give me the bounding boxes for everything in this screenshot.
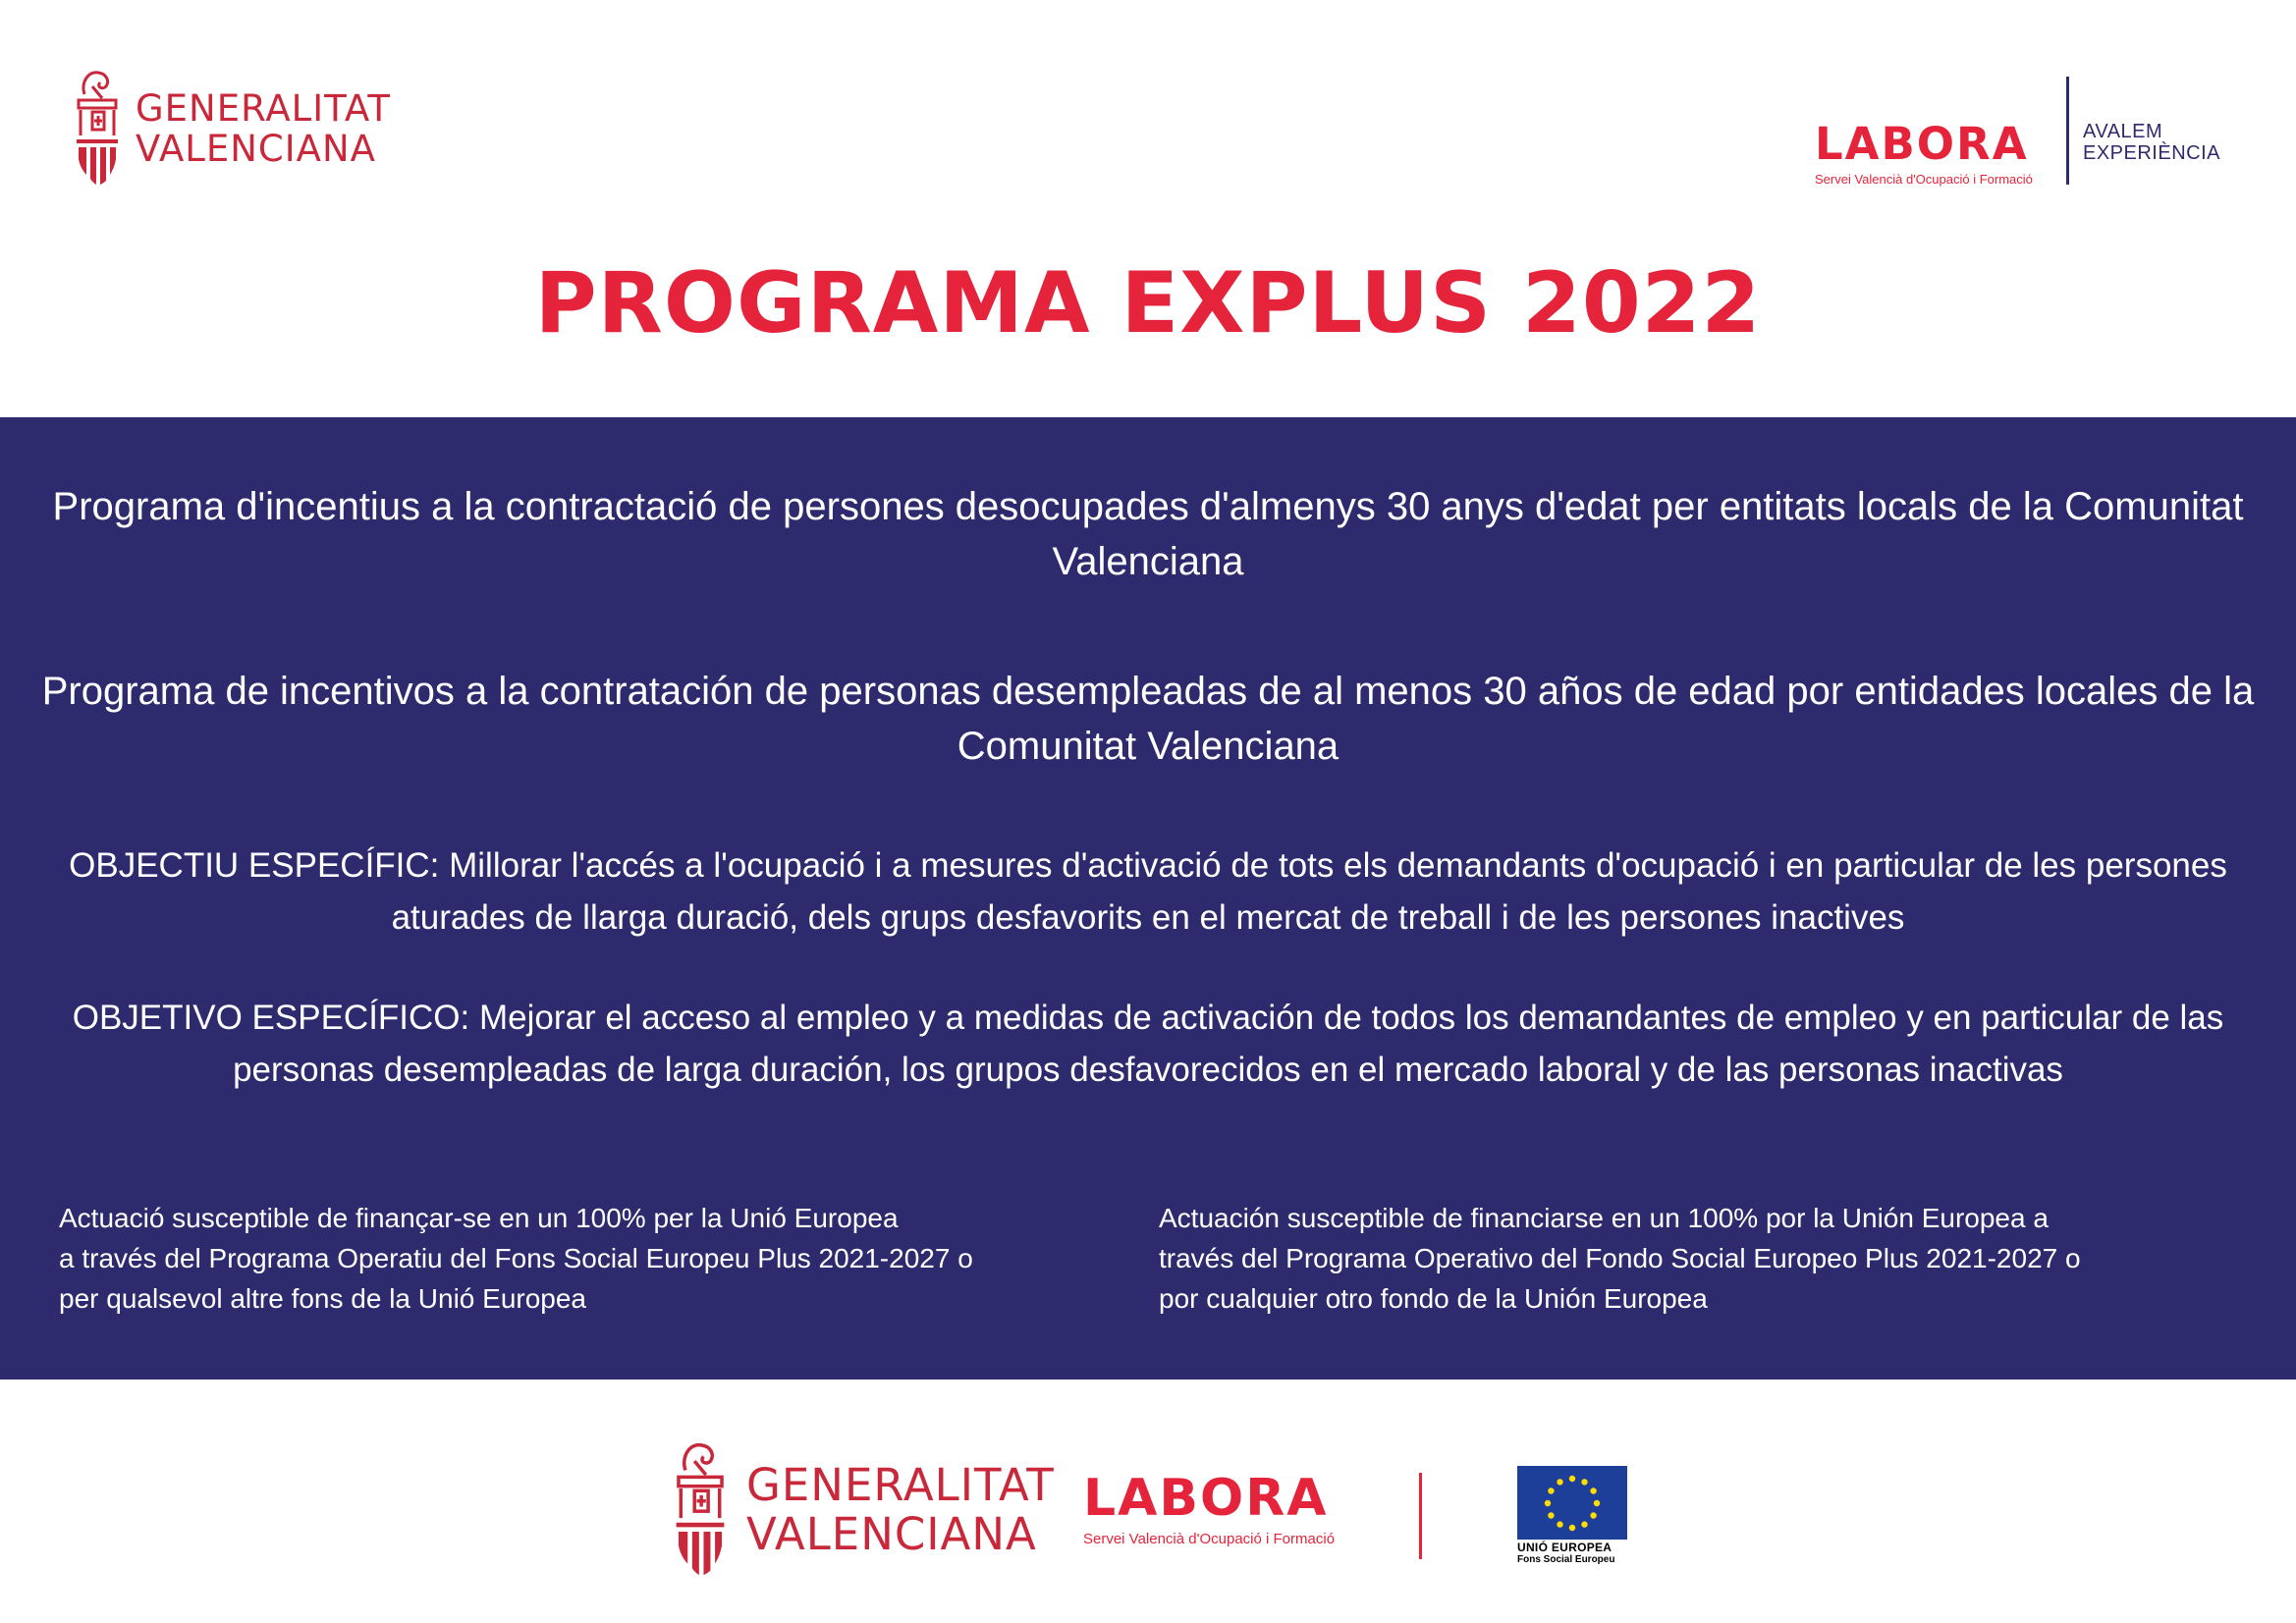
generalitat-wordmark-footer — [746, 1458, 1055, 1560]
generalitat-footer-line1: GENERALITAT — [746, 1458, 1055, 1511]
program-description-es: Programa de incentivos a la contratación de personas desempleadas de al menos 30 años de edad por entidades locales de la Comunitat Valenciana — [41, 670, 2255, 768]
avalem-line2: EXPERIÈNCIA — [2083, 141, 2220, 164]
labora-wordmark: LABORA — [1815, 118, 2029, 170]
funding-es-line1: Actuación susceptible de financiarse en un 100% por la Unión Europea a — [1159, 1203, 2049, 1233]
funding-es-line2: través del Programa Operativo del Fondo Social Europeo Plus 2021-2027 o — [1159, 1243, 2081, 1273]
labora-logo-header — [1815, 118, 2033, 187]
specific-objective-es: OBJETIVO ESPECÍFICO: Mejorar el acceso al empleo y a medidas de activación de todos los demandantes de empleo y en particular de las personas desempleadas de larga duración, los grupos desfavorecidos en el mercado laboral y de las personas inactivas — [72, 999, 2224, 1089]
funding-ca-line3: per qualsevol altre fons de la Unió Europea — [59, 1283, 587, 1314]
generalitat-logo-footer — [672, 1432, 1055, 1589]
page-title: PROGRAMA EXPLUS 2022 — [534, 253, 1762, 352]
labora-logo-footer — [1083, 1469, 1336, 1547]
footer-logo-divider — [1419, 1473, 1422, 1559]
generalitat-logo-header — [73, 65, 391, 192]
generalitat-shield-icon — [73, 65, 122, 192]
generalitat-line1: GENERALITAT — [136, 86, 391, 130]
funding-ca-line1: Actuació susceptible de finançar-se en un 100% per la Unió Europea — [59, 1203, 899, 1233]
funding-note-es — [1159, 1198, 2259, 1319]
eu-fund-name: Fons Social Europeu — [1517, 1554, 1615, 1566]
generalitat-wordmark — [136, 88, 391, 170]
funding-ca-line2: a través del Programa Operatiu del Fons Social Europeu Plus 2021-2027 o — [59, 1243, 973, 1273]
labora-wordmark-footer: LABORA — [1083, 1469, 1329, 1528]
generalitat-footer-line2: VALENCIANA — [746, 1508, 1037, 1560]
funding-note-ca — [59, 1198, 1139, 1319]
info-panel — [0, 417, 2296, 1380]
avalem-experiencia-logo — [2083, 122, 2220, 164]
program-description-ca: Programa d'incentius a la contractació de persones desocupades d'almenys 30 anys d'edat per entitats locals de la Comunitat Valenciana — [52, 485, 2244, 583]
labora-subtitle-footer: Servei Valencià d'Ocupació i Formació — [1083, 1531, 1336, 1547]
eu-name: UNIÓ EUROPEA — [1517, 1541, 1613, 1554]
eu-flag-icon — [1517, 1466, 1627, 1540]
header-logo-divider — [2066, 77, 2069, 185]
eu-logo — [1517, 1466, 1627, 1565]
labora-subtitle: Servei Valencià d'Ocupació i Formació — [1815, 172, 2033, 187]
specific-objective-ca: OBJECTIU ESPECÍFIC: Millorar l'accés a l'ocupació i a mesures d'activació de tots els demandants d'ocupació i en particular de les persones aturades de llarga duració, dels grups desfavorits en el mercat de treball i de les persones inactives — [69, 846, 2227, 937]
generalitat-shield-icon — [672, 1432, 729, 1589]
avalem-line1: AVALEM — [2083, 121, 2163, 142]
generalitat-line2: VALENCIANA — [136, 128, 376, 170]
funding-es-line3: por cualquier otro fondo de la Unión Europea — [1159, 1283, 1708, 1314]
